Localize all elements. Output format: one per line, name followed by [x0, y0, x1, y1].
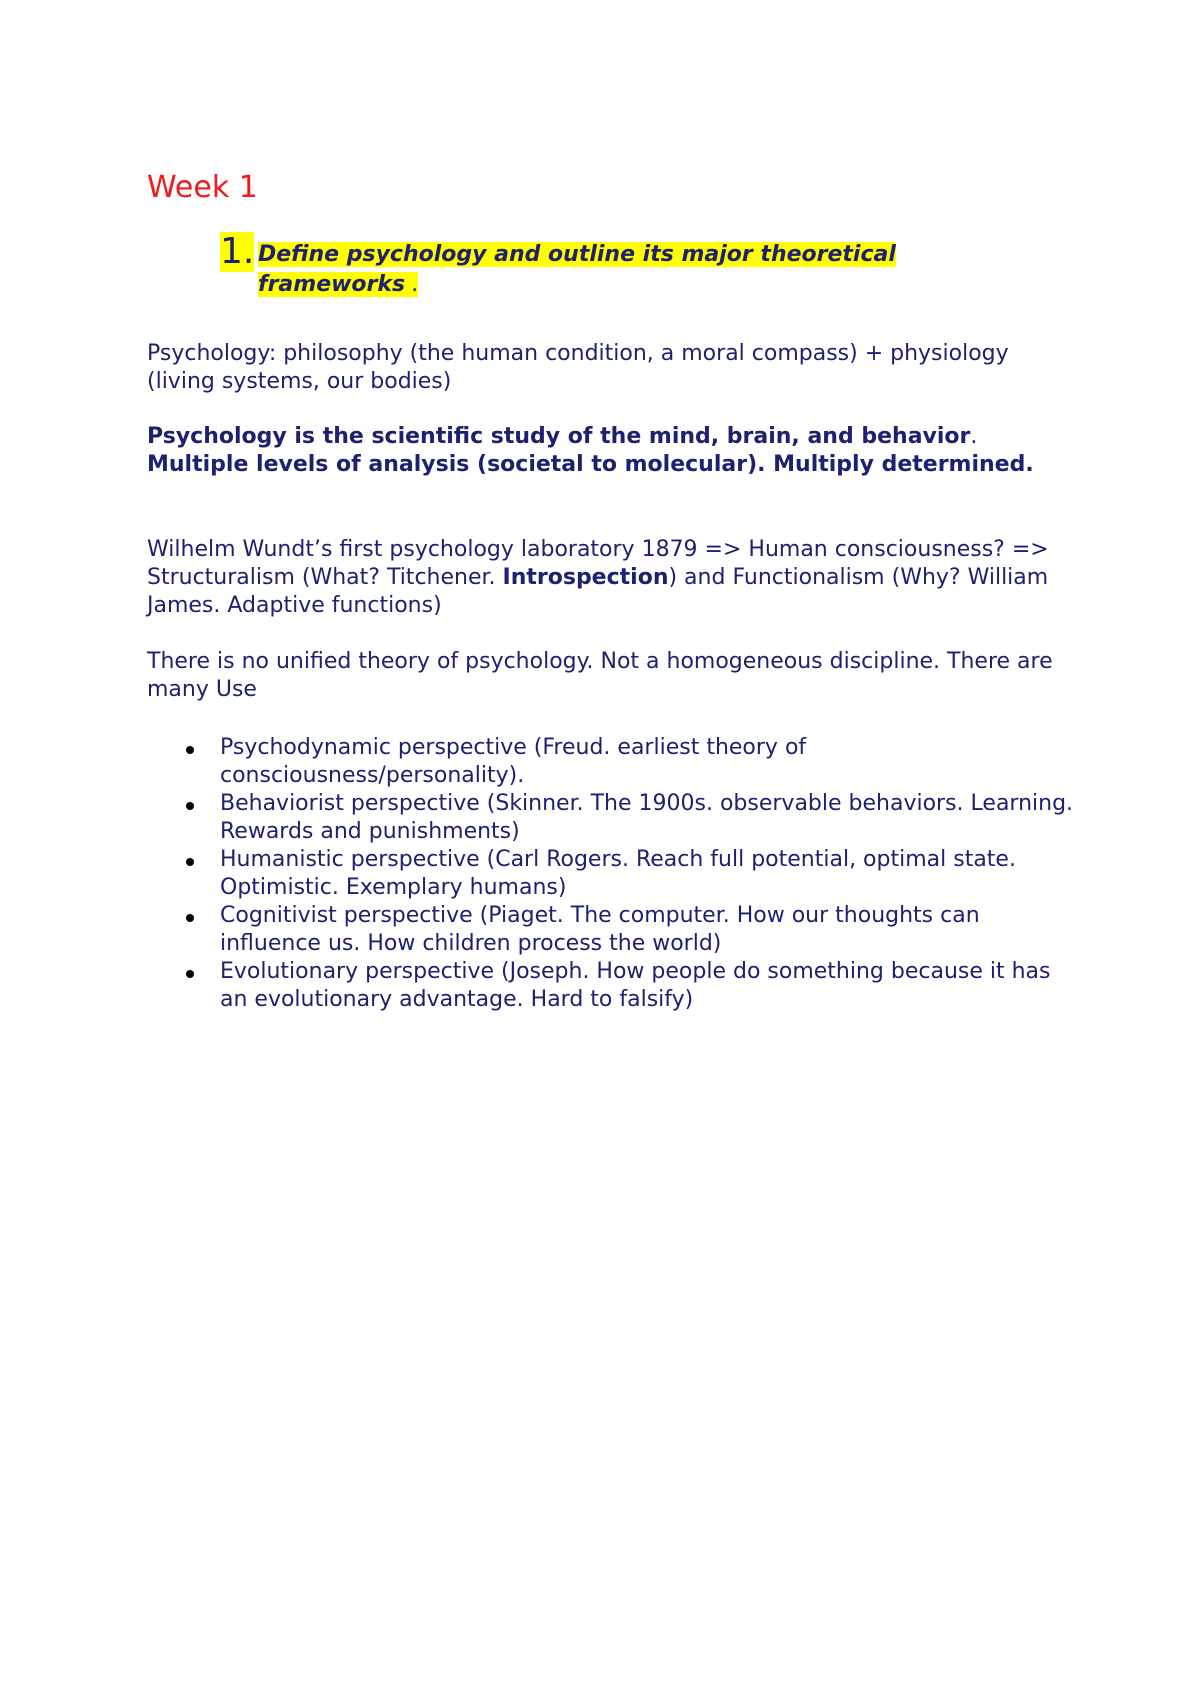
bullet-icon: [186, 970, 194, 978]
wundt-text-1: Wilhelm Wundt’s first psychology laboratory 1879 => Human consciousness? => Structuralism (What? Titchener.: [147, 537, 1049, 590]
perspectives-list: [220, 734, 1080, 1014]
list-item: [220, 958, 1080, 1014]
list-item: [220, 734, 1080, 790]
list-item-text: Humanistic perspective (Carl Rogers. Reach full potential, optimal state. Optimistic. Exemplary humans): [220, 847, 1016, 900]
list-item-text: Cognitivist perspective (Piaget. The computer. How our thoughts can influence us. How children process the world): [220, 903, 980, 956]
list-item: [220, 790, 1080, 846]
question-period: .: [411, 272, 419, 297]
question-heading: [220, 231, 980, 300]
list-item-text: Behaviorist perspective (Skinner. The 1900s. observable behaviors. Learning. Rewards and punishments): [220, 791, 1074, 844]
wundt-text-2: ) and Functionalism (Why? William James. Adaptive functions): [147, 565, 1049, 618]
definition-levels: Multiple levels of analysis (societal to molecular). Multiply determined.: [147, 452, 1034, 477]
bullet-icon: [186, 914, 194, 922]
week-title: Week 1: [147, 170, 258, 205]
psychology-etymology-paragraph: Psychology: philosophy (the human condition, a moral compass) + physiology (living systems, our bodies): [147, 341, 1009, 394]
introspection-term: Introspection: [502, 565, 669, 590]
question-text-block: [258, 240, 980, 300]
list-item: [220, 846, 1080, 902]
definition-text: Psychology is the scientific study of the mind, brain, and behavior: [147, 424, 971, 449]
question-text: Define psychology and outline its major theoretical frameworks: [258, 242, 896, 297]
definition-separator: .: [970, 424, 978, 449]
wundt-paragraph: [147, 536, 1077, 620]
bullet-icon: [186, 802, 194, 810]
no-unified-theory-paragraph: There is no unified theory of psychology. Not a homogeneous discipline. There are many Use: [147, 649, 1053, 702]
question-number: 1.: [220, 231, 255, 272]
bullet-icon: [186, 858, 194, 866]
bullet-icon: [186, 746, 194, 754]
list-item-text: Psychodynamic perspective (Freud. earliest theory of consciousness/personality).: [220, 735, 807, 788]
list-item-text: Evolutionary perspective (Joseph. How people do something because it has an evolutionary advantage. Hard to falsify): [220, 959, 1051, 1012]
psychology-definition-paragraph: [147, 423, 1077, 479]
list-item: [220, 902, 1080, 958]
